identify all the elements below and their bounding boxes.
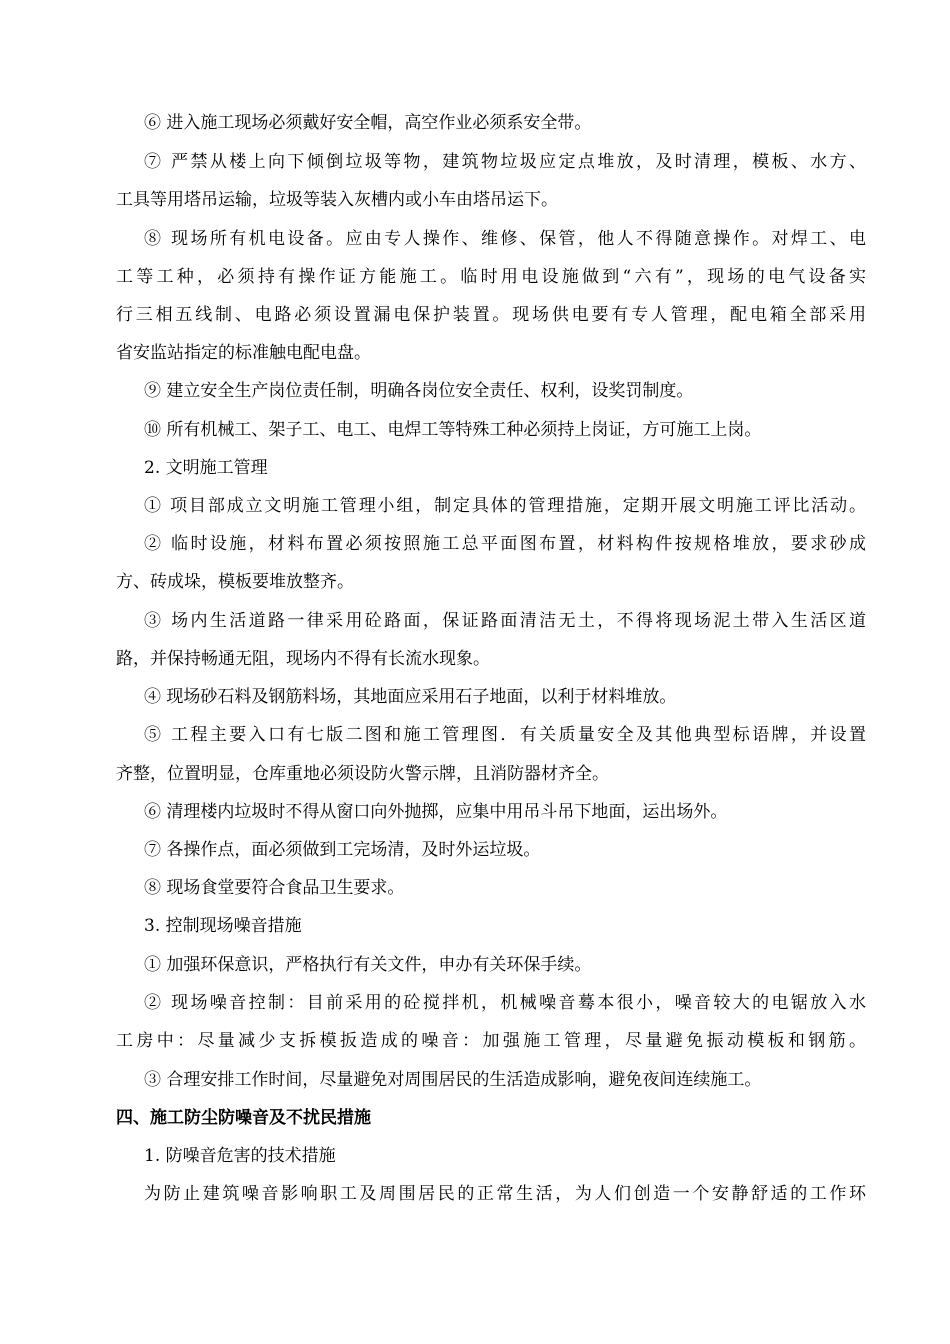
paragraph-line: 齐整，位置明显，仓库重地必须设防火警示牌，且消防器材齐全。	[116, 764, 609, 784]
paragraph-line: ⑥ 清理楼内垃圾时不得从窗口向外抛掷，应集中用吊斗吊下地面，运出场外。	[144, 802, 728, 822]
paragraph-line: 行三相五线制、电路必须设置漏电保护装置。现场供电要有专人管理，配电箱全部采用	[116, 305, 866, 325]
paragraph-line: ⑦ 严禁从楼上向下倾倒垃圾等物，建筑物垃圾应定点堆放，及时清理，模板、水方、	[144, 152, 866, 172]
paragraph-line: ② 临时设施，材料布置必须按照施工总平面图布置，材料构件按规格堆放，要求砂成	[144, 534, 866, 554]
paragraph-line: 路，并保持畅通无阻，现场内不得有长流水现象。	[116, 649, 490, 669]
paragraph-line: ③ 场内生活道路一律采用砼路面，保证路面清洁无土，不得将现场泥土带入生活区道	[144, 611, 866, 631]
paragraph-line: ⑤ 工程主要入口有七版二图和施工管理图．有关质量安全及其他典型标语牌，并设置	[144, 725, 866, 745]
paragraph-line: 为防止建筑噪音影响职工及周围居民的正常生活，为人们创造一个安静舒适的工作环	[144, 1184, 866, 1204]
paragraph-line: 工具等用塔吊运输，垃圾等装入灰槽内或小车由塔吊运下。	[116, 190, 558, 210]
paragraph-line: ⑦ 各操作点，面必须做到工完场清，及时外运垃圾。	[144, 840, 541, 860]
paragraph-line: ① 加强环保意识，严格执行有关文件，申办有关环保手续。	[144, 955, 592, 975]
paragraph-line: ⑨ 建立安全生产岗位责任制，明确各岗位安全责任、权利，设奖罚制度。	[144, 381, 694, 401]
paragraph-line: ① 项目部成立文明施工管理小组，制定具体的管理措施，定期开展文明施工评比活动。	[144, 496, 866, 516]
section-heading: 1. 防噪音危害的技术措施	[144, 1146, 336, 1166]
paragraph-line: ② 现场噪音控制：目前采用的砼搅拌机，机械噪音蓦本很小，噪音较大的电锯放入水	[144, 993, 866, 1013]
paragraph-line: ⑧ 现场食堂要符合食品卫生要求。	[144, 878, 405, 898]
chapter-heading: 四、施工防尘防噪音及不扰民措施	[116, 1108, 371, 1128]
paragraph-line: 省安监站指定的标准触电配电盘。	[116, 343, 371, 363]
paragraph-line: 工等工种，必须持有操作证方能施工。临时用电设施做到“六有”，现场的电气设备实	[116, 267, 866, 287]
paragraph-line: ⑧ 现场所有机电设备。应由专人操作、维修、保管，他人不得随意操作。对焊工、电	[144, 229, 866, 249]
paragraph-line: 工房中：尽量减少支拆模扳造成的噪音：加强施工管理，尽量避免振动模板和钢筋。	[116, 1031, 866, 1051]
paragraph-line: ⑥ 进入施工现场必须戴好安全帽，高空作业必须系安全带。	[144, 113, 592, 133]
paragraph-line: 方、砖成垛，模板要堆放整齐。	[116, 572, 354, 592]
paragraph-line: ③ 合理安排工作时间，尽量避免对周围居民的生活造成影响，避免夜间连续施工。	[144, 1070, 762, 1090]
paragraph-line: ⑩ 所有机械工、架子工、电工、电焊工等特殊工种必须持上岗证，方可施工上岗。	[144, 420, 762, 440]
section-heading: 2. 文明施工管理	[144, 458, 268, 478]
section-heading: 3. 控制现场噪音措施	[144, 916, 302, 936]
paragraph-line: ④ 现场砂石料及钢筋料场，其地面应采用石子地面，以利于材料堆放。	[144, 687, 677, 707]
